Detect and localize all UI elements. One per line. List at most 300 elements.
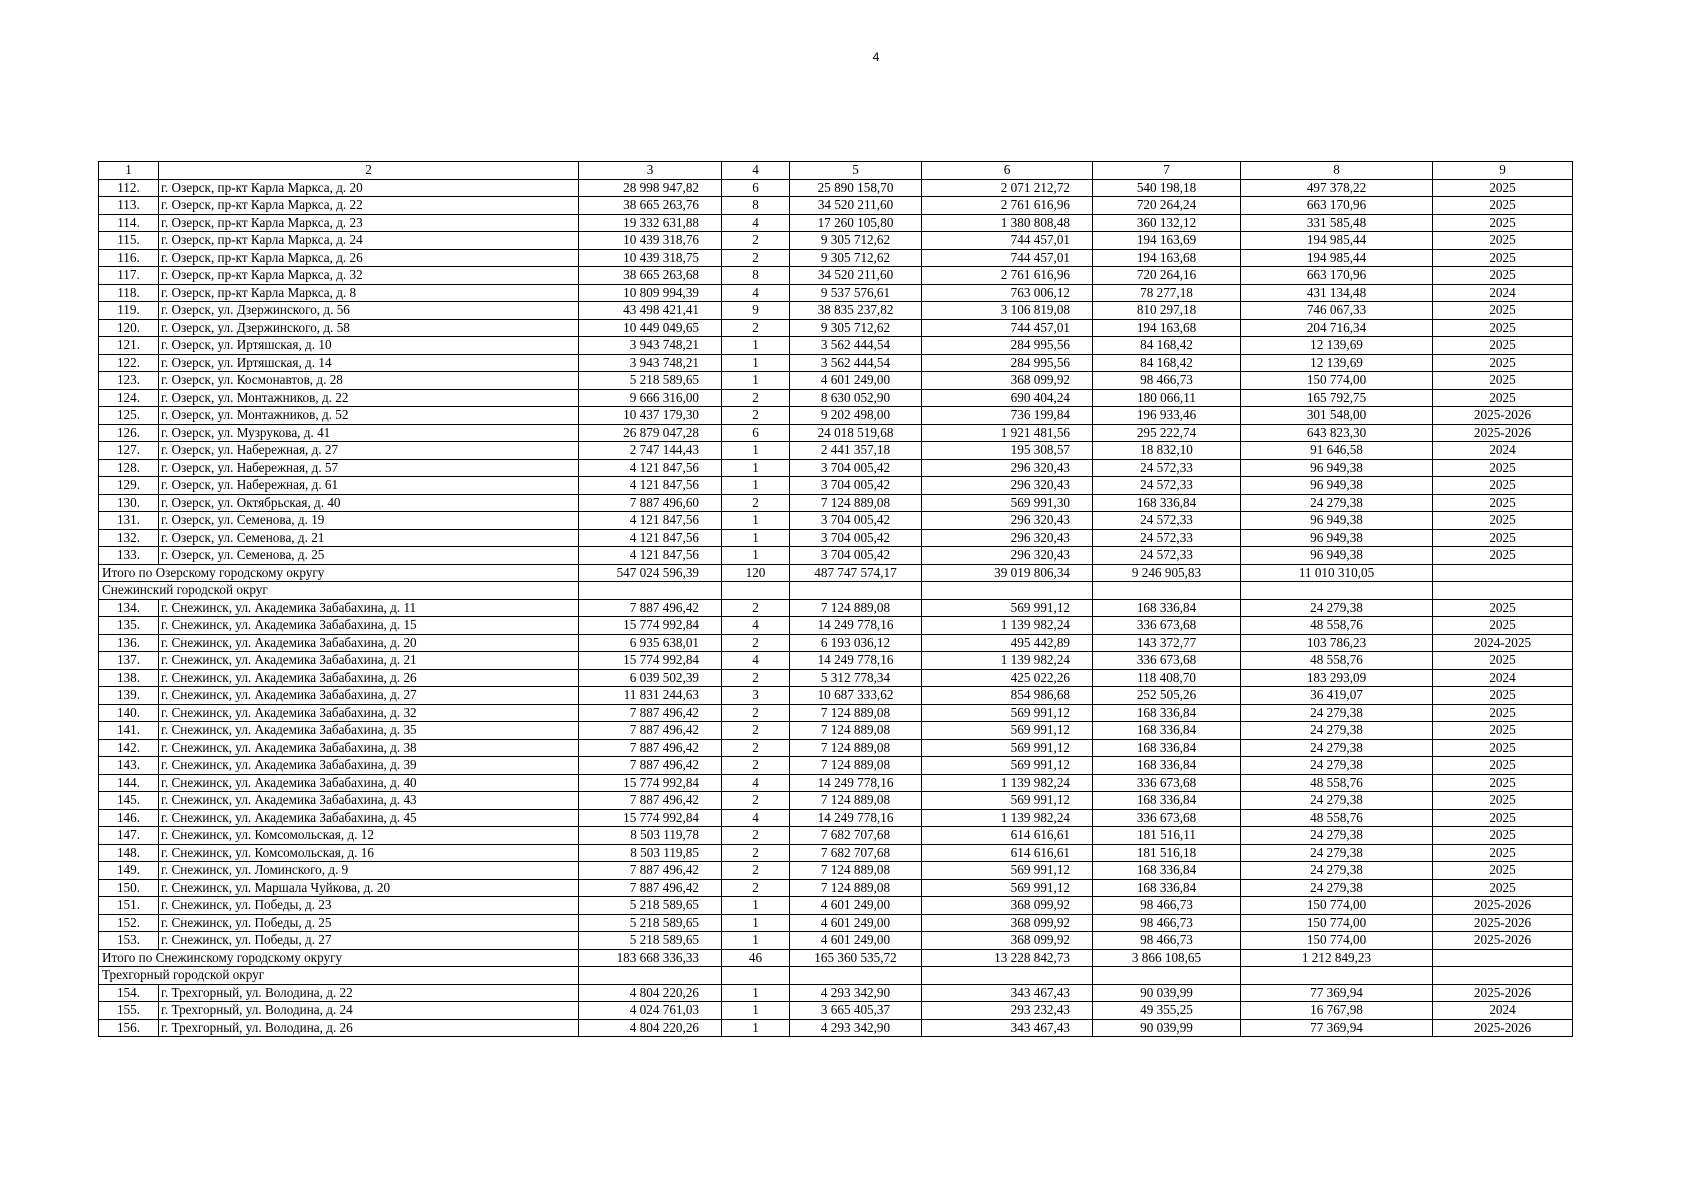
row-value-6: 744 457,01 xyxy=(922,232,1093,250)
row-value-7: 295 222,74 xyxy=(1093,424,1241,442)
row-cost: 4 121 847,56 xyxy=(579,512,722,530)
row-number: 136. xyxy=(99,634,159,652)
table-row xyxy=(99,389,1573,407)
table-row xyxy=(99,477,1573,495)
row-value-6: 296 320,43 xyxy=(922,512,1093,530)
row-value-7: 143 372,77 xyxy=(1093,634,1241,652)
row-value-5: 4 293 342,90 xyxy=(790,984,922,1002)
table-row xyxy=(99,862,1573,880)
row-count: 2 xyxy=(722,757,790,775)
row-number: 114. xyxy=(99,214,159,232)
row-value-8: 48 558,76 xyxy=(1241,809,1433,827)
row-address: г. Озерск, ул. Иртяшская, д. 14 xyxy=(159,354,579,372)
row-value-6: 569 991,12 xyxy=(922,862,1093,880)
row-value-7: 168 336,84 xyxy=(1093,599,1241,617)
row-value-8: 24 279,38 xyxy=(1241,879,1433,897)
row-cost: 5 218 589,65 xyxy=(579,932,722,950)
row-period: 2025 xyxy=(1433,739,1573,757)
table-row xyxy=(99,547,1573,565)
row-cost: 8 503 119,78 xyxy=(579,827,722,845)
row-address: г. Озерск, ул. Семенова, д. 25 xyxy=(159,547,579,565)
row-value-6: 569 991,12 xyxy=(922,599,1093,617)
row-count: 4 xyxy=(722,652,790,670)
row-value-5: 3 704 005,42 xyxy=(790,547,922,565)
row-address: г. Озерск, ул. Октябрьская, д. 40 xyxy=(159,494,579,512)
row-period: 2025-2026 xyxy=(1433,407,1573,425)
table-row xyxy=(99,407,1573,425)
row-value-5: 7 124 889,08 xyxy=(790,722,922,740)
row-address: г. Озерск, ул. Набережная, д. 27 xyxy=(159,442,579,460)
row-value-8: 96 949,38 xyxy=(1241,459,1433,477)
row-address: г. Снежинск, ул. Академика Забабахина, д. 27 xyxy=(159,687,579,705)
row-value-7: 181 516,18 xyxy=(1093,844,1241,862)
row-period: 2025 xyxy=(1433,302,1573,320)
row-cost: 38 665 263,68 xyxy=(579,267,722,285)
row-cost: 8 503 119,85 xyxy=(579,844,722,862)
row-number: 154. xyxy=(99,984,159,1002)
empty-cell xyxy=(790,582,922,600)
row-value-6: 614 616,61 xyxy=(922,827,1093,845)
row-cost: 7 887 496,42 xyxy=(579,722,722,740)
empty-cell xyxy=(1093,582,1241,600)
row-value-6: 569 991,12 xyxy=(922,722,1093,740)
empty-cell xyxy=(1433,967,1573,985)
row-address: г. Озерск, ул. Семенова, д. 21 xyxy=(159,529,579,547)
row-number: 139. xyxy=(99,687,159,705)
row-count: 1 xyxy=(722,1002,790,1020)
row-value-8: 77 369,94 xyxy=(1241,1019,1433,1037)
row-value-5: 3 704 005,42 xyxy=(790,477,922,495)
row-value-7: 98 466,73 xyxy=(1093,914,1241,932)
table-body xyxy=(99,179,1573,1037)
row-period: 2024 xyxy=(1433,442,1573,460)
row-value-5: 7 124 889,08 xyxy=(790,494,922,512)
row-address: г. Снежинск, ул. Академика Забабахина, д. 32 xyxy=(159,704,579,722)
row-period: 2025-2026 xyxy=(1433,1019,1573,1037)
row-value-8: 16 767,98 xyxy=(1241,1002,1433,1020)
row-cost: 3 943 748,21 xyxy=(579,354,722,372)
row-address: г. Трехгорный, ул. Володина, д. 22 xyxy=(159,984,579,1002)
row-value-8: 301 548,00 xyxy=(1241,407,1433,425)
row-value-8: 165 792,75 xyxy=(1241,389,1433,407)
row-period: 2025-2026 xyxy=(1433,984,1573,1002)
row-value-5: 25 890 158,70 xyxy=(790,179,922,197)
row-value-7: 336 673,68 xyxy=(1093,652,1241,670)
row-value-6: 343 467,43 xyxy=(922,1019,1093,1037)
row-value-5: 4 293 342,90 xyxy=(790,1019,922,1037)
row-period: 2025 xyxy=(1433,354,1573,372)
row-value-6: 736 199,84 xyxy=(922,407,1093,425)
row-number: 113. xyxy=(99,197,159,215)
row-value-6: 1 921 481,56 xyxy=(922,424,1093,442)
row-value-7: 194 163,68 xyxy=(1093,249,1241,267)
row-address: г. Трехгорный, ул. Володина, д. 26 xyxy=(159,1019,579,1037)
row-value-6: 368 099,92 xyxy=(922,897,1093,915)
row-value-8: 24 279,38 xyxy=(1241,739,1433,757)
row-number: 131. xyxy=(99,512,159,530)
program-table xyxy=(98,161,1573,1037)
row-value-6: 293 232,43 xyxy=(922,1002,1093,1020)
row-count: 2 xyxy=(722,827,790,845)
row-value-5: 34 520 211,60 xyxy=(790,197,922,215)
row-period: 2025 xyxy=(1433,792,1573,810)
row-count: 1 xyxy=(722,442,790,460)
row-value-6: 690 404,24 xyxy=(922,389,1093,407)
row-period: 2025 xyxy=(1433,372,1573,390)
row-value-8: 24 279,38 xyxy=(1241,844,1433,862)
row-value-5: 7 124 889,08 xyxy=(790,862,922,880)
row-cost: 4 804 220,26 xyxy=(579,984,722,1002)
empty-cell xyxy=(722,967,790,985)
page-number: 4 xyxy=(872,50,880,64)
row-address: г. Снежинск, ул. Академика Забабахина, д. 43 xyxy=(159,792,579,810)
row-count: 1 xyxy=(722,372,790,390)
row-value-5: 7 124 889,08 xyxy=(790,757,922,775)
row-value-6: 569 991,12 xyxy=(922,879,1093,897)
row-cost: 43 498 421,41 xyxy=(579,302,722,320)
row-value-5: 4 601 249,00 xyxy=(790,372,922,390)
row-count: 2 xyxy=(722,407,790,425)
row-value-7: 24 572,33 xyxy=(1093,529,1241,547)
row-value-6: 569 991,12 xyxy=(922,792,1093,810)
section-title: Трехгорный городской округ xyxy=(99,967,579,985)
row-value-5: 38 835 237,82 xyxy=(790,302,922,320)
row-value-6: 1 380 808,48 xyxy=(922,214,1093,232)
table-row xyxy=(99,774,1573,792)
row-value-7: 78 277,18 xyxy=(1093,284,1241,302)
row-count: 1 xyxy=(722,984,790,1002)
row-number: 156. xyxy=(99,1019,159,1037)
row-cost: 3 943 748,21 xyxy=(579,337,722,355)
row-count: 1 xyxy=(722,354,790,372)
row-value-8: 12 139,69 xyxy=(1241,354,1433,372)
table-row xyxy=(99,757,1573,775)
row-value-8: 24 279,38 xyxy=(1241,757,1433,775)
row-value-7: 168 336,84 xyxy=(1093,494,1241,512)
row-number: 116. xyxy=(99,249,159,267)
table-row xyxy=(99,897,1573,915)
row-cost: 7 887 496,42 xyxy=(579,879,722,897)
row-number: 132. xyxy=(99,529,159,547)
row-cost: 10 437 179,30 xyxy=(579,407,722,425)
row-address: г. Снежинск, ул. Комсомольская, д. 12 xyxy=(159,827,579,845)
row-value-5: 9 537 576,61 xyxy=(790,284,922,302)
row-value-7: 168 336,84 xyxy=(1093,739,1241,757)
row-value-6: 1 139 982,24 xyxy=(922,652,1093,670)
row-number: 122. xyxy=(99,354,159,372)
row-value-6: 569 991,30 xyxy=(922,494,1093,512)
total-value-6: 13 228 842,73 xyxy=(922,949,1093,967)
row-value-7: 181 516,11 xyxy=(1093,827,1241,845)
row-address: г. Снежинск, ул. Комсомольская, д. 16 xyxy=(159,844,579,862)
row-value-5: 9 305 712,62 xyxy=(790,232,922,250)
row-number: 144. xyxy=(99,774,159,792)
row-address: г. Снежинск, ул. Ломинского, д. 9 xyxy=(159,862,579,880)
row-value-5: 3 704 005,42 xyxy=(790,529,922,547)
row-period: 2025 xyxy=(1433,862,1573,880)
row-period: 2025 xyxy=(1433,704,1573,722)
row-period: 2025 xyxy=(1433,512,1573,530)
table-row xyxy=(99,879,1573,897)
empty-cell xyxy=(1433,582,1573,600)
total-cost: 547 024 596,39 xyxy=(579,564,722,582)
row-count: 2 xyxy=(722,494,790,512)
row-cost: 9 666 316,00 xyxy=(579,389,722,407)
row-number: 140. xyxy=(99,704,159,722)
row-cost: 4 804 220,26 xyxy=(579,1019,722,1037)
empty-cell xyxy=(790,967,922,985)
row-value-8: 150 774,00 xyxy=(1241,914,1433,932)
row-value-7: 180 066,11 xyxy=(1093,389,1241,407)
table-row xyxy=(99,792,1573,810)
row-cost: 7 887 496,42 xyxy=(579,739,722,757)
total-cost: 183 668 336,33 xyxy=(579,949,722,967)
table-row xyxy=(99,179,1573,197)
total-period xyxy=(1433,564,1573,582)
row-cost: 4 121 847,56 xyxy=(579,547,722,565)
row-period: 2024 xyxy=(1433,284,1573,302)
row-value-5: 3 704 005,42 xyxy=(790,459,922,477)
row-cost: 5 218 589,65 xyxy=(579,372,722,390)
row-value-8: 663 170,96 xyxy=(1241,197,1433,215)
empty-cell xyxy=(1241,582,1433,600)
row-period: 2025 xyxy=(1433,197,1573,215)
row-number: 118. xyxy=(99,284,159,302)
row-value-5: 34 520 211,60 xyxy=(790,267,922,285)
row-value-8: 746 067,33 xyxy=(1241,302,1433,320)
row-value-5: 6 193 036,12 xyxy=(790,634,922,652)
table-row xyxy=(99,232,1573,250)
row-value-5: 9 305 712,62 xyxy=(790,319,922,337)
row-count: 1 xyxy=(722,477,790,495)
empty-cell xyxy=(922,967,1093,985)
table-row xyxy=(99,1002,1573,1020)
empty-cell xyxy=(722,582,790,600)
row-count: 6 xyxy=(722,424,790,442)
row-value-7: 24 572,33 xyxy=(1093,459,1241,477)
row-address: г. Озерск, ул. Набережная, д. 57 xyxy=(159,459,579,477)
row-period: 2025 xyxy=(1433,232,1573,250)
row-count: 1 xyxy=(722,932,790,950)
row-address: г. Озерск, ул. Монтажников, д. 22 xyxy=(159,389,579,407)
table-row xyxy=(99,617,1573,635)
row-count: 2 xyxy=(722,319,790,337)
row-value-7: 24 572,33 xyxy=(1093,547,1241,565)
row-value-5: 14 249 778,16 xyxy=(790,809,922,827)
empty-cell xyxy=(579,582,722,600)
empty-cell xyxy=(579,967,722,985)
header-cell: 2 xyxy=(159,162,579,180)
header-cell: 9 xyxy=(1433,162,1573,180)
row-address: г. Озерск, пр-кт Карла Маркса, д. 26 xyxy=(159,249,579,267)
row-period: 2025 xyxy=(1433,459,1573,477)
row-period: 2025 xyxy=(1433,179,1573,197)
row-value-7: 24 572,33 xyxy=(1093,477,1241,495)
row-period: 2025 xyxy=(1433,757,1573,775)
row-address: г. Снежинск, ул. Академика Забабахина, д. 21 xyxy=(159,652,579,670)
total-period xyxy=(1433,949,1573,967)
table-row xyxy=(99,809,1573,827)
row-number: 143. xyxy=(99,757,159,775)
row-value-6: 425 022,26 xyxy=(922,669,1093,687)
row-value-7: 98 466,73 xyxy=(1093,897,1241,915)
row-value-5: 3 704 005,42 xyxy=(790,512,922,530)
table-row xyxy=(99,844,1573,862)
row-cost: 7 887 496,42 xyxy=(579,599,722,617)
row-value-8: 96 949,38 xyxy=(1241,529,1433,547)
row-number: 141. xyxy=(99,722,159,740)
row-number: 119. xyxy=(99,302,159,320)
row-period: 2025 xyxy=(1433,687,1573,705)
row-value-7: 540 198,18 xyxy=(1093,179,1241,197)
row-value-8: 663 170,96 xyxy=(1241,267,1433,285)
row-count: 1 xyxy=(722,897,790,915)
row-value-5: 9 305 712,62 xyxy=(790,249,922,267)
row-number: 148. xyxy=(99,844,159,862)
row-value-5: 14 249 778,16 xyxy=(790,774,922,792)
row-address: г. Снежинск, ул. Академика Забабахина, д. 15 xyxy=(159,617,579,635)
total-row xyxy=(99,564,1573,582)
row-value-5: 10 687 333,62 xyxy=(790,687,922,705)
row-count: 1 xyxy=(722,529,790,547)
row-period: 2024-2025 xyxy=(1433,634,1573,652)
row-address: г. Озерск, пр-кт Карла Маркса, д. 24 xyxy=(159,232,579,250)
row-cost: 4 121 847,56 xyxy=(579,477,722,495)
row-cost: 7 887 496,42 xyxy=(579,704,722,722)
row-value-8: 77 369,94 xyxy=(1241,984,1433,1002)
empty-cell xyxy=(922,582,1093,600)
row-cost: 2 747 144,43 xyxy=(579,442,722,460)
table-row xyxy=(99,372,1573,390)
row-value-7: 90 039,99 xyxy=(1093,984,1241,1002)
row-value-6: 495 442,89 xyxy=(922,634,1093,652)
row-value-7: 336 673,68 xyxy=(1093,617,1241,635)
row-value-5: 7 124 889,08 xyxy=(790,879,922,897)
row-cost: 19 332 631,88 xyxy=(579,214,722,232)
row-count: 2 xyxy=(722,669,790,687)
row-value-8: 48 558,76 xyxy=(1241,617,1433,635)
total-count: 120 xyxy=(722,564,790,582)
row-value-5: 14 249 778,16 xyxy=(790,652,922,670)
row-address: г. Трехгорный, ул. Володина, д. 24 xyxy=(159,1002,579,1020)
row-count: 1 xyxy=(722,914,790,932)
row-value-6: 296 320,43 xyxy=(922,459,1093,477)
row-value-8: 24 279,38 xyxy=(1241,704,1433,722)
row-address: г. Озерск, ул. Музрукова, д. 41 xyxy=(159,424,579,442)
row-number: 121. xyxy=(99,337,159,355)
row-number: 137. xyxy=(99,652,159,670)
row-value-5: 4 601 249,00 xyxy=(790,897,922,915)
table-row xyxy=(99,599,1573,617)
row-period: 2025 xyxy=(1433,599,1573,617)
row-period: 2025 xyxy=(1433,494,1573,512)
table-row xyxy=(99,634,1573,652)
table-row xyxy=(99,337,1573,355)
row-count: 2 xyxy=(722,389,790,407)
row-value-8: 96 949,38 xyxy=(1241,547,1433,565)
total-value-7: 3 866 108,65 xyxy=(1093,949,1241,967)
total-value-7: 9 246 905,83 xyxy=(1093,564,1241,582)
row-count: 2 xyxy=(722,862,790,880)
row-cost: 4 121 847,56 xyxy=(579,529,722,547)
table-row xyxy=(99,722,1573,740)
row-cost: 28 998 947,82 xyxy=(579,179,722,197)
row-value-8: 183 293,09 xyxy=(1241,669,1433,687)
row-cost: 7 887 496,42 xyxy=(579,862,722,880)
section-row xyxy=(99,582,1573,600)
row-value-7: 98 466,73 xyxy=(1093,932,1241,950)
row-value-7: 118 408,70 xyxy=(1093,669,1241,687)
row-value-7: 336 673,68 xyxy=(1093,774,1241,792)
row-address: г. Снежинск, ул. Академика Забабахина, д. 38 xyxy=(159,739,579,757)
row-value-5: 3 562 444,54 xyxy=(790,354,922,372)
row-number: 151. xyxy=(99,897,159,915)
row-address: г. Снежинск, ул. Победы, д. 27 xyxy=(159,932,579,950)
row-address: г. Снежинск, ул. Академика Забабахина, д. 35 xyxy=(159,722,579,740)
row-cost: 6 039 502,39 xyxy=(579,669,722,687)
table-row xyxy=(99,529,1573,547)
header-cell: 1 xyxy=(99,162,159,180)
row-period: 2024 xyxy=(1433,669,1573,687)
row-cost: 5 218 589,65 xyxy=(579,897,722,915)
row-period: 2024 xyxy=(1433,1002,1573,1020)
row-cost: 10 439 318,76 xyxy=(579,232,722,250)
row-period: 2025 xyxy=(1433,617,1573,635)
row-value-7: 196 933,46 xyxy=(1093,407,1241,425)
row-value-7: 168 336,84 xyxy=(1093,879,1241,897)
row-value-7: 194 163,69 xyxy=(1093,232,1241,250)
row-address: г. Озерск, пр-кт Карла Маркса, д. 23 xyxy=(159,214,579,232)
table-row xyxy=(99,319,1573,337)
row-value-5: 17 260 105,80 xyxy=(790,214,922,232)
header-cell: 4 xyxy=(722,162,790,180)
header-row xyxy=(99,162,1573,180)
row-count: 1 xyxy=(722,1019,790,1037)
row-number: 153. xyxy=(99,932,159,950)
row-value-8: 24 279,38 xyxy=(1241,722,1433,740)
header-cell: 6 xyxy=(922,162,1093,180)
row-address: г. Озерск, ул. Иртяшская, д. 10 xyxy=(159,337,579,355)
row-number: 152. xyxy=(99,914,159,932)
row-value-8: 150 774,00 xyxy=(1241,372,1433,390)
row-number: 112. xyxy=(99,179,159,197)
row-period: 2025 xyxy=(1433,774,1573,792)
row-value-7: 168 336,84 xyxy=(1093,757,1241,775)
row-value-8: 150 774,00 xyxy=(1241,932,1433,950)
row-address: г. Снежинск, ул. Академика Забабахина, д. 20 xyxy=(159,634,579,652)
row-value-7: 90 039,99 xyxy=(1093,1019,1241,1037)
row-address: г. Снежинск, ул. Победы, д. 25 xyxy=(159,914,579,932)
row-period: 2025 xyxy=(1433,529,1573,547)
row-address: г. Озерск, пр-кт Карла Маркса, д. 32 xyxy=(159,267,579,285)
row-address: г. Озерск, ул. Дзержинского, д. 56 xyxy=(159,302,579,320)
row-cost: 10 439 318,75 xyxy=(579,249,722,267)
row-value-6: 2 071 212,72 xyxy=(922,179,1093,197)
table-row xyxy=(99,424,1573,442)
row-value-8: 24 279,38 xyxy=(1241,862,1433,880)
row-number: 135. xyxy=(99,617,159,635)
row-value-5: 7 124 889,08 xyxy=(790,704,922,722)
empty-cell xyxy=(1241,967,1433,985)
row-number: 123. xyxy=(99,372,159,390)
total-row xyxy=(99,949,1573,967)
row-number: 142. xyxy=(99,739,159,757)
row-address: г. Снежинск, ул. Академика Забабахина, д. 11 xyxy=(159,599,579,617)
row-address: г. Озерск, ул. Монтажников, д. 52 xyxy=(159,407,579,425)
row-value-7: 720 264,16 xyxy=(1093,267,1241,285)
row-count: 2 xyxy=(722,249,790,267)
row-cost: 7 887 496,42 xyxy=(579,792,722,810)
